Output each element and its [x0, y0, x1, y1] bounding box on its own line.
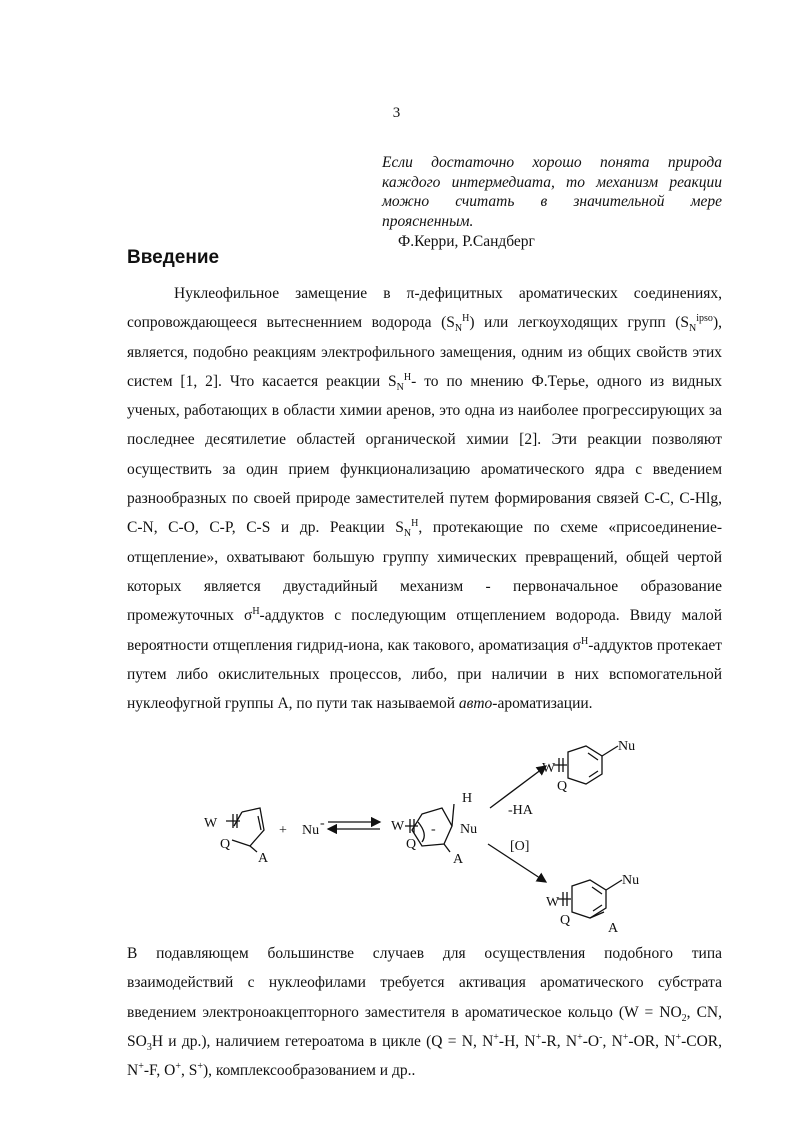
adduct-nu-label: Nu [460, 822, 478, 837]
adduct-a-label: A [453, 852, 464, 867]
product-upper-nu-label: Nu [618, 739, 636, 754]
adduct-q-label: Q [406, 837, 417, 852]
section-heading: Введение [127, 247, 220, 268]
arrow-lower-label: [O] [510, 839, 530, 854]
epigraph [382, 153, 722, 252]
product-lower-nu-label: Nu [622, 873, 640, 888]
product-upper [542, 739, 635, 794]
product-lower-a-label: A [608, 921, 619, 935]
nucleophile-charge: - [320, 816, 325, 831]
arrow-upper-label: -HA [508, 803, 533, 818]
page-number: 3 [392, 105, 401, 121]
paragraph-intro: Нуклеофильное замещение в π-дефицитных ароматических соединениях, сопровождающееся вытесненнием водорода $(S_N^H)$ или легкоуходящих групп $(S_N^{ipso})$, является, подобно реакциям электрофильного замещения, одним из общих свойств этих систем [1, 2]. Что касается реакции $S_N^H-$ то по мнению Ф.Терье, одного из видных ученых, работающих в области химии аренов, это одна из наиболее прогрессирующих за последнее десятилетие областей органической химии [2]. Эти реакции позволяют осуществить за один прием функционализацию ароматического ядра с введением разнообразных по своей природе заместителей путем формирования связей C-C, C-Hlg, C-N, C-O, C-P, C-S и др. Реакции $S_N^H$, протекающие по схеме «присоединение-отщепление», охватывают большую группу химических превращений, общей чертой которых является двустадийный механизм - первоначальное образование промежуточных $\sigma^H$-аддуктов с последующим отщеплением водорода. Ввиду малой вероятности отщепления гидрид-иона, как такового, ароматизация $\sigma^H$-аддуктов протекает путем либо окислительных процессов, либо, при наличии в них вспомогательной нуклеофугной группы А, по пути так называемой авто-ароматизации. [127, 285, 722, 713]
substrate-w-label: W [204, 816, 218, 831]
reaction-scheme [190, 730, 670, 935]
sigma-adduct [391, 791, 477, 867]
adduct-w-label: W [391, 819, 405, 834]
equilibrium-arrows [328, 822, 380, 829]
substrate-ring [204, 808, 269, 866]
epigraph-text: Если достаточно хорошо понята природа каждого интермедиата, то механизм реакции можно считать в значительной мере проясненным. [382, 154, 722, 230]
epigraph-author: Ф.Керри, Р.Сандберг [398, 233, 535, 250]
product-lower-w-label: W [546, 895, 560, 910]
adduct-h-label: H [462, 791, 473, 806]
plus-sign: + [279, 823, 287, 838]
substrate-a-label: A [258, 851, 269, 866]
product-lower-q-label: Q [560, 913, 571, 928]
arrow-upper [490, 766, 546, 808]
product-upper-w-label: W [542, 761, 556, 776]
product-lower [546, 873, 639, 935]
paragraph-activation: В подавляющем большинстве случаев для осуществления подобного типа взаимодействий с нуклеофилами требуется активация ароматического субстрата введением электроноакцепторного заместителя в ароматическое кольцо ($W = NO_2$, CN, $SO_3H$ и др.), наличием гетероатома в цикле (Q = N, N+-H, N+-R, N+-O-, N+-OR, N+-COR, N+-F, O+, S+), комплексообразованием и др.. [127, 945, 723, 1080]
nucleophile-label: Nu [302, 823, 320, 838]
substrate-q-label: Q [220, 837, 231, 852]
product-upper-q-label: Q [557, 779, 568, 794]
adduct-charge: - [431, 822, 436, 837]
